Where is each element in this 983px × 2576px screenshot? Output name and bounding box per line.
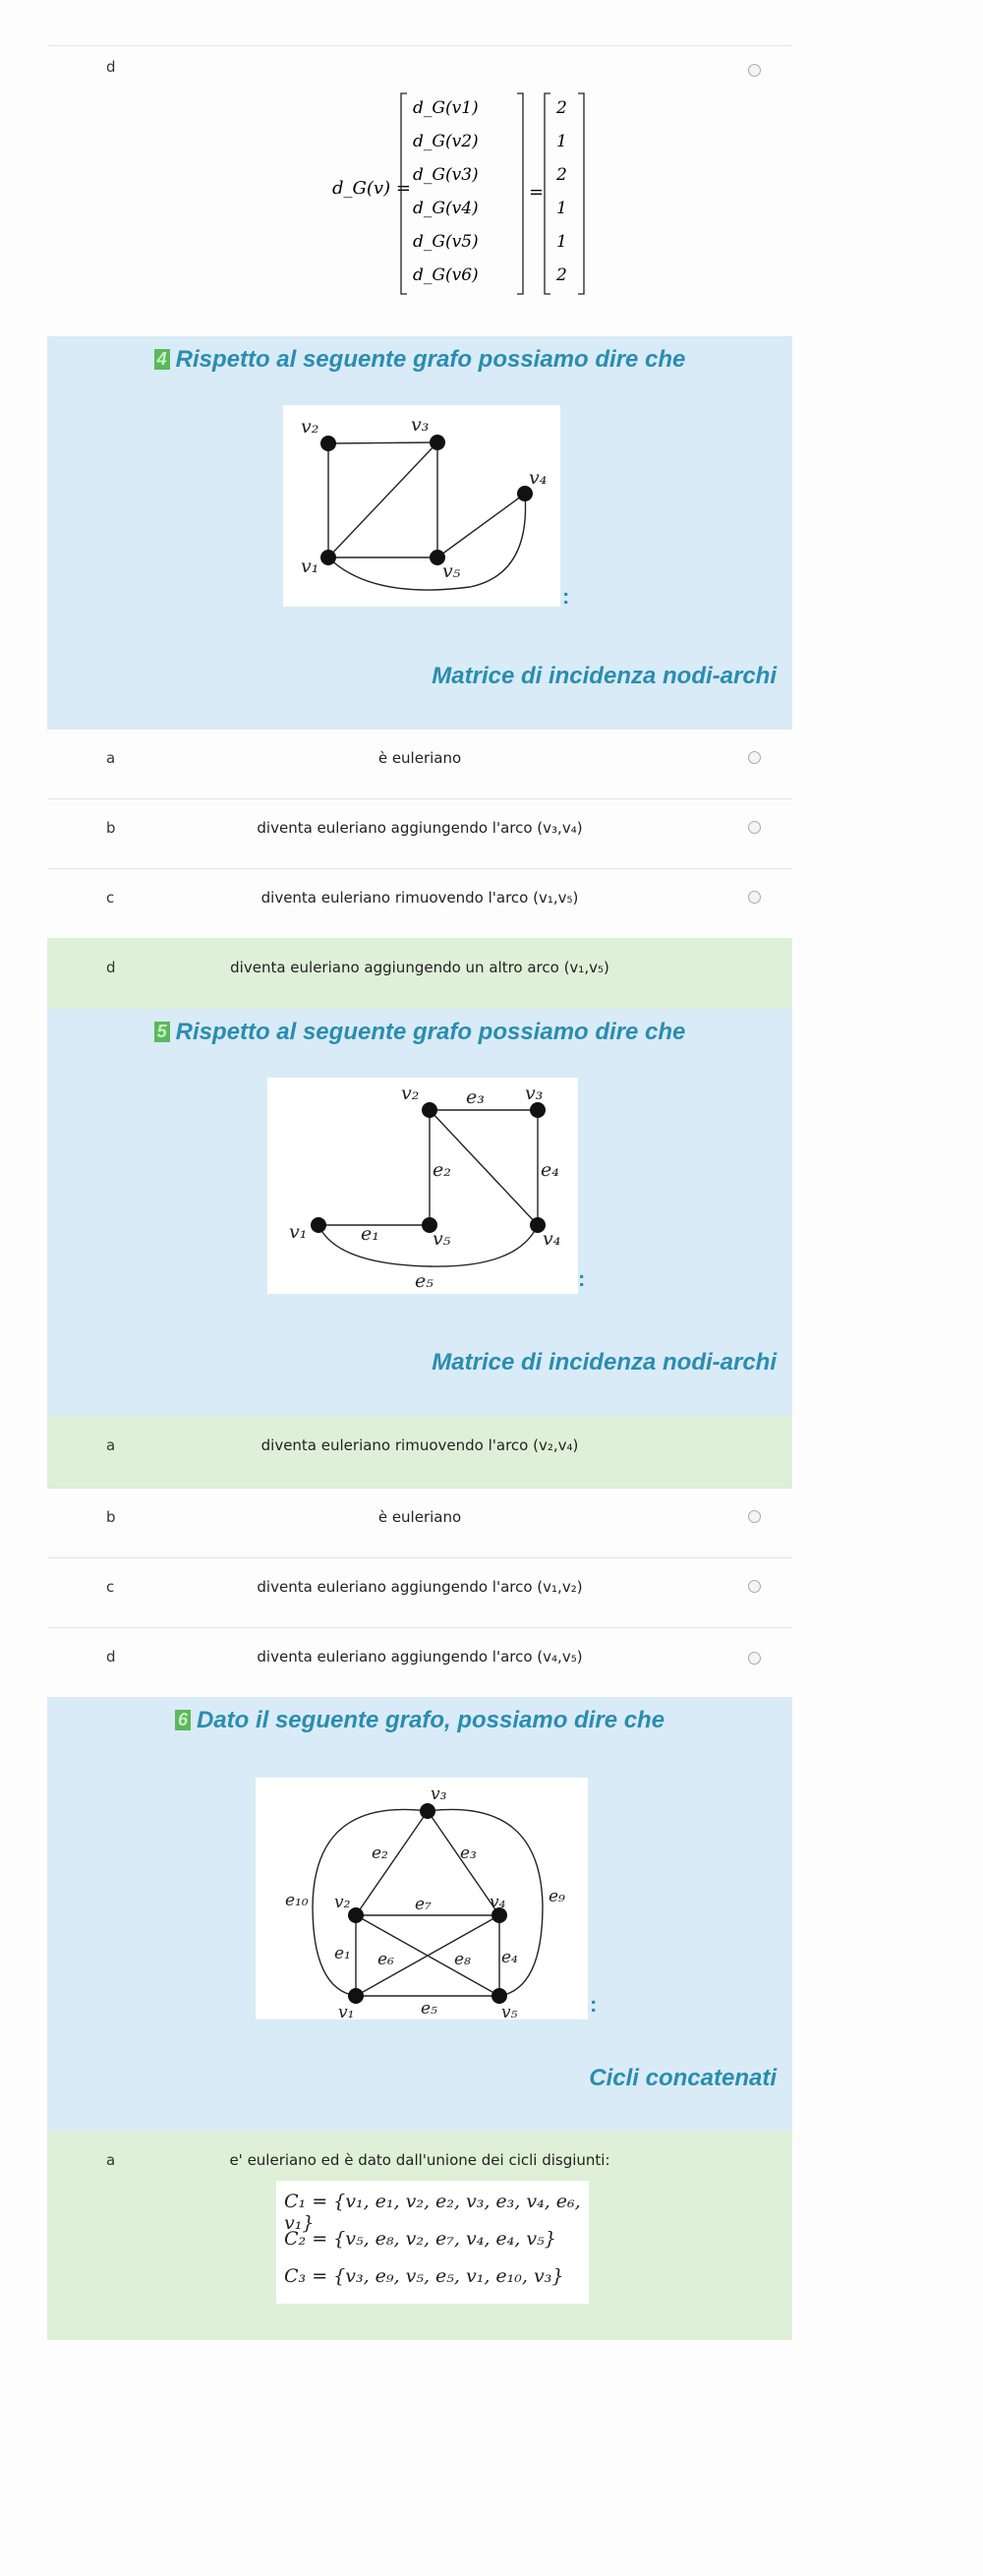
svg-text:e₁: e₁ — [334, 1944, 351, 1963]
degree-vector-formula — [332, 86, 588, 302]
svg-text:d_G(v1): d_G(v1) — [413, 98, 479, 118]
answer-row-prev-d[interactable] — [47, 45, 792, 336]
svg-text:e₁₀: e₁₀ — [285, 1891, 309, 1910]
svg-text:v₄: v₄ — [490, 1893, 506, 1912]
cycles-image — [276, 2181, 589, 2304]
answer-text: è euleriano — [377, 749, 462, 767]
radio-button[interactable] — [748, 891, 761, 904]
radio-button[interactable] — [748, 1510, 761, 1523]
svg-text:v₂: v₂ — [334, 1893, 351, 1912]
answer-letter: a — [106, 1436, 116, 1454]
svg-text:v₃: v₃ — [431, 1785, 447, 1804]
svg-text:e₃: e₃ — [466, 1086, 485, 1108]
question-colon: : — [578, 1266, 586, 1291]
svg-text:d_G(v5): d_G(v5) — [413, 232, 479, 252]
answer-text: e' euleriano ed è dato dall'unione dei cicli disgiunti: — [229, 2151, 610, 2169]
svg-text:v₄: v₄ — [543, 1228, 561, 1250]
answer-row-q5-a[interactable] — [47, 1416, 792, 1488]
answer-row-q5-d[interactable] — [47, 1627, 792, 1697]
radio-button[interactable] — [748, 1652, 761, 1665]
quiz-review — [47, 0, 792, 2340]
cycle-1: C₁ = {v₁, e₁, v₂, e₂, v₃, e₃, v₄, e₆, v₁} — [284, 2191, 581, 2234]
svg-text:e₃: e₃ — [460, 1844, 477, 1863]
svg-text:d_G(v4): d_G(v4) — [413, 199, 479, 218]
svg-text:e₅: e₅ — [415, 1270, 434, 1292]
radio-button[interactable] — [748, 751, 761, 764]
svg-text:d_G(v3): d_G(v3) — [413, 165, 479, 185]
svg-text:e₉: e₉ — [549, 1887, 565, 1906]
degree-values — [555, 98, 567, 285]
question-title: 5 Rispetto al seguente grafo possiamo dire che — [47, 1019, 792, 1046]
svg-text:2: 2 — [556, 98, 567, 118]
svg-text:2: 2 — [556, 165, 567, 185]
question-5 — [47, 1009, 792, 1416]
svg-text:d_G(v2): d_G(v2) — [413, 132, 479, 151]
question-6 — [47, 1697, 792, 2131]
answer-text: diventa euleriano aggiungendo l'arco (v₁,v₂) — [257, 1578, 583, 1596]
answer-row-q4-a[interactable] — [47, 729, 792, 798]
question-subtitle: Cicli concatenati — [589, 2065, 777, 2091]
answer-row-q4-c[interactable] — [47, 868, 792, 938]
answer-letter: d — [106, 1648, 116, 1666]
answer-letter: d — [106, 959, 116, 976]
answer-letter: b — [106, 1508, 116, 1526]
svg-text:v₂: v₂ — [401, 1083, 420, 1104]
svg-text:e₄: e₄ — [541, 1159, 559, 1181]
svg-text:v₂: v₂ — [301, 416, 319, 438]
answer-letter: a — [106, 2151, 116, 2169]
answer-row-q4-b[interactable] — [47, 798, 792, 868]
svg-text:v₄: v₄ — [529, 467, 548, 489]
svg-text:e₅: e₅ — [421, 1999, 437, 2019]
answer-letter: a — [106, 749, 116, 767]
answer-text: diventa euleriano aggiungendo un altro arco (v₁,v₅) — [230, 959, 609, 976]
svg-text:1: 1 — [556, 199, 567, 218]
svg-text:v₅: v₅ — [501, 2003, 518, 2020]
svg-text:=: = — [529, 182, 545, 203]
answer-letter: c — [106, 889, 115, 907]
svg-text:v₃: v₃ — [525, 1083, 544, 1104]
svg-text:1: 1 — [556, 132, 567, 151]
question-number: 6 — [175, 1710, 191, 1730]
answer-row-q5-b[interactable] — [47, 1488, 792, 1557]
svg-text:e₄: e₄ — [501, 1948, 518, 1967]
graph-image — [283, 405, 560, 607]
svg-text:e₇: e₇ — [415, 1895, 432, 1914]
svg-text:e₆: e₆ — [377, 1950, 394, 1969]
graph-image — [267, 1078, 578, 1294]
question-4 — [47, 336, 792, 729]
answer-text: diventa euleriano rimuovendo l'arco (v₁,v₅) — [260, 889, 579, 907]
answer-letter: b — [106, 819, 116, 837]
question-number: 5 — [154, 1022, 170, 1042]
question-colon: : — [590, 1992, 598, 2017]
svg-text:v₅: v₅ — [433, 1228, 451, 1250]
radio-button[interactable] — [748, 821, 761, 834]
answer-letter: d — [106, 58, 116, 76]
cycle-2: C₂ = {v₅, e₈, v₂, e₇, v₄, e₄, v₅} — [284, 2228, 556, 2250]
svg-text:e₁: e₁ — [361, 1223, 379, 1245]
answer-text: diventa euleriano rimuovendo l'arco (v₂,v₄) — [260, 1436, 579, 1454]
question-title: 6 Dato il seguente grafo, possiamo dire che — [47, 1707, 792, 1734]
question-number: 4 — [154, 349, 170, 370]
formula-lhs: d_G(v) = — [332, 178, 411, 199]
svg-text:e₈: e₈ — [454, 1950, 471, 1969]
answer-row-q5-c[interactable] — [47, 1557, 792, 1627]
cycle-3: C₃ = {v₃, e₉, v₅, e₅, v₁, e₁₀, v₃} — [284, 2265, 564, 2287]
svg-text:e₂: e₂ — [372, 1844, 388, 1863]
answer-row-q4-d[interactable] — [47, 938, 792, 1009]
graph-image — [256, 1778, 588, 2020]
answer-text: diventa euleriano aggiungendo l'arco (v₃,v₄) — [257, 819, 583, 837]
question-subtitle: Matrice di incidenza nodi-archi — [432, 1349, 777, 1376]
radio-button[interactable] — [748, 1580, 761, 1593]
svg-text:v₁: v₁ — [301, 556, 319, 577]
answer-text: diventa euleriano aggiungendo l'arco (v₄,v₅) — [257, 1648, 583, 1666]
svg-text:2: 2 — [556, 265, 567, 285]
question-subtitle: Matrice di incidenza nodi-archi — [432, 663, 777, 689]
radio-button[interactable] — [748, 64, 761, 77]
answer-letter: c — [106, 1578, 115, 1596]
question-colon: : — [562, 584, 570, 609]
answer-text: è euleriano — [377, 1508, 462, 1526]
degree-entries — [413, 98, 479, 285]
answer-row-q6-a[interactable] — [47, 2131, 792, 2340]
svg-text:d_G(v6): d_G(v6) — [413, 265, 479, 285]
svg-text:v₃: v₃ — [411, 414, 430, 436]
svg-text:e₂: e₂ — [433, 1159, 451, 1181]
question-title: 4 Rispetto al seguente grafo possiamo dire che — [47, 346, 792, 374]
svg-text:v₁: v₁ — [338, 2003, 355, 2020]
svg-text:v₁: v₁ — [289, 1221, 308, 1243]
svg-text:v₅: v₅ — [442, 560, 461, 582]
svg-text:1: 1 — [556, 232, 567, 252]
